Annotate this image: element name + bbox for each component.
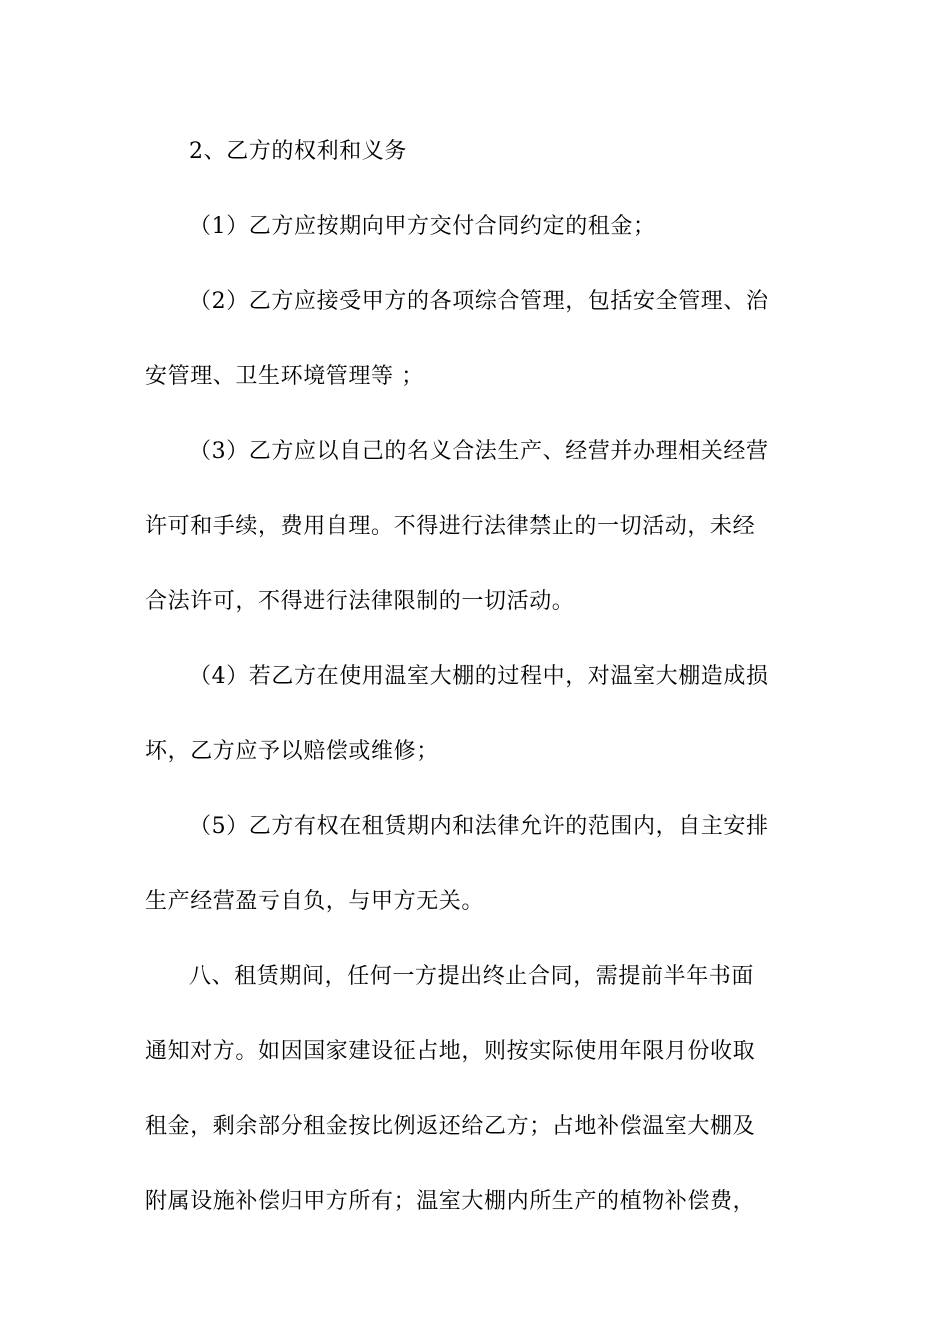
paragraph-line: （5）乙方有权在租赁期内和法律允许的范围内，自主安排: [189, 814, 769, 839]
paragraph-line: 合法许可，不得进行法律限制的一切活动。: [145, 589, 575, 614]
paragraph-line: （4）若乙方在使用温室大棚的过程中，对温室大棚造成损: [189, 664, 769, 689]
paragraph-line: （1）乙方应按期向甲方交付合同约定的租金；: [189, 214, 656, 239]
paragraph-line: 八、租赁期间，任何一方提出终止合同，需提前半年书面: [189, 964, 755, 989]
paragraph-line: 附属设施补偿归甲方所有；温室大棚内所生产的植物补偿费，: [145, 1189, 756, 1214]
paragraph-line: 许可和手续，费用自理。不得进行法律禁止的一切活动，未经: [145, 514, 756, 539]
paragraph-line: 坏，乙方应予以赔偿或维修；: [145, 739, 439, 764]
paragraph-line: （3）乙方应以自己的名义合法生产、经营并办理相关经营: [189, 439, 769, 464]
paragraph-line: 通知对方。如因国家建设征占地，则按实际使用年限月份收取: [145, 1039, 756, 1064]
paragraph-line: 租金，剩余部分租金按比例返还给乙方；占地补偿温室大棚及: [145, 1114, 756, 1139]
paragraph-line: 生产经营盈亏自负，与甲方无关。: [145, 889, 485, 914]
section-heading-rights-obligations: 2、乙方的权利和义务: [189, 139, 407, 164]
paragraph-line: 安管理、卫生环境管理等 ；: [145, 364, 424, 389]
paragraph-line: （2）乙方应接受甲方的各项综合管理，包括安全管理、治: [189, 289, 769, 314]
